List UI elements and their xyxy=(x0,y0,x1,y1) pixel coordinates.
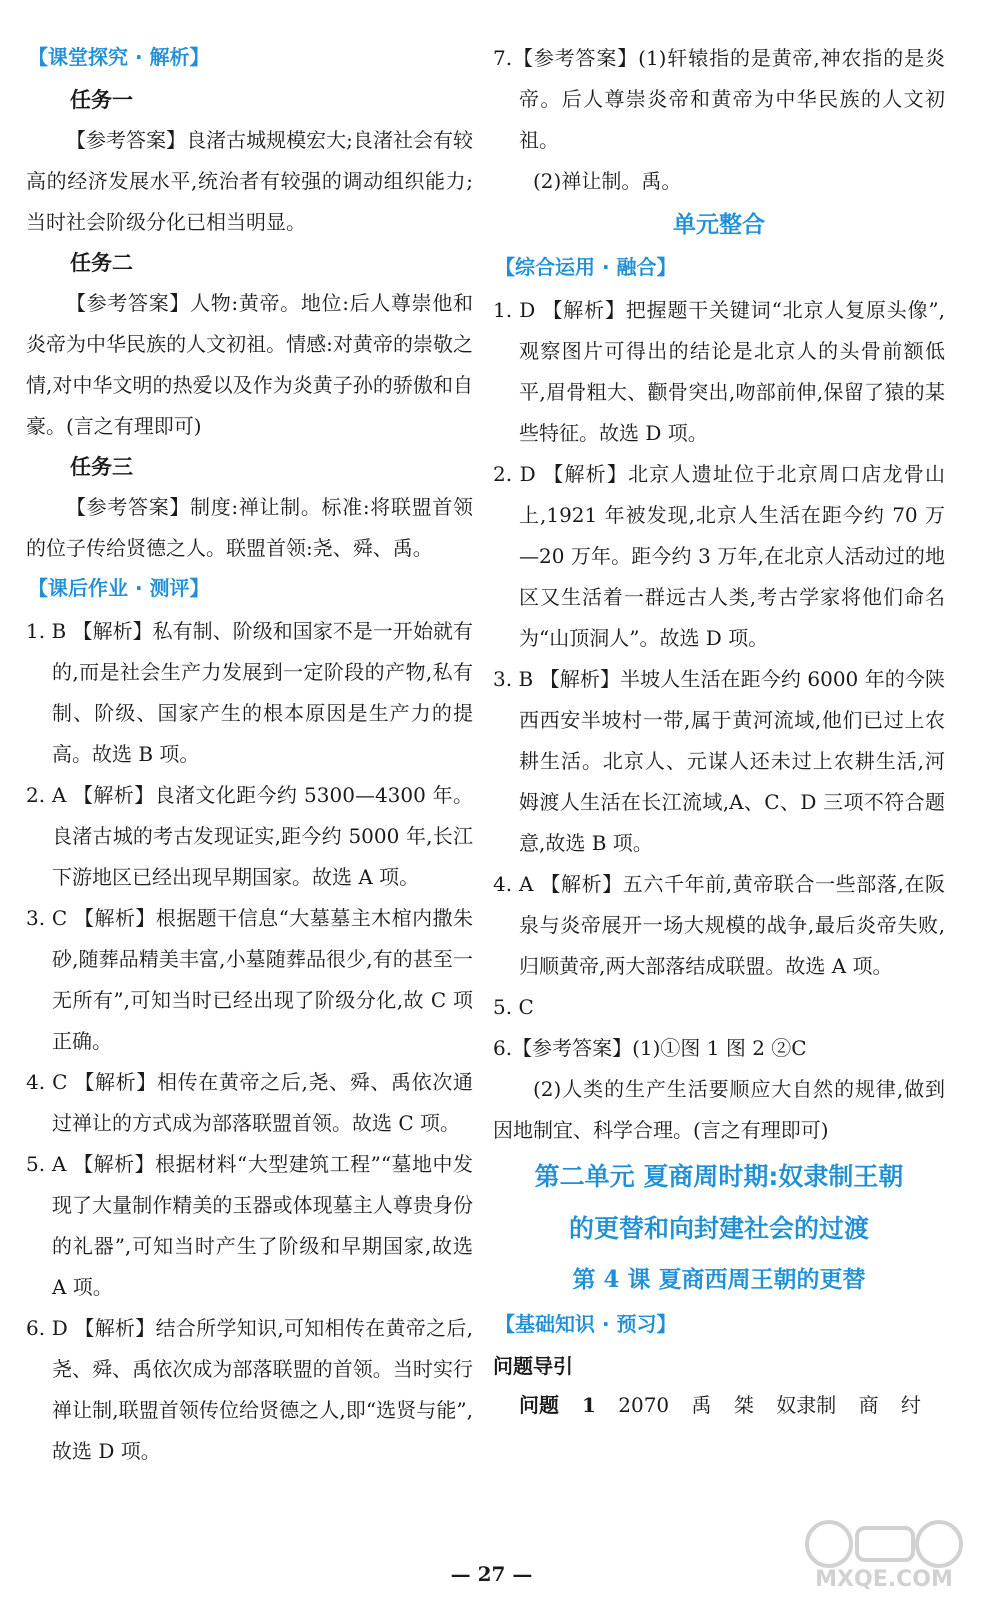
integrated-item-4: 4. A 【解析】五六千年前,黄帝联合一些部落,在阪泉与炎帝展开一场大规模的战争,最后炎帝失败,归顺黄帝,两大部落结成联盟。故选 A 项。 xyxy=(493,872,945,978)
homework-item-3: 3. C 【解析】根据题干信息“大墓墓主木棺内撒朱砂,随葬品精美丰富,小墓随葬品很少,有的甚至一无所有”,可知当时已经出现了阶级分化,故 C 项正确。 xyxy=(26,906,473,1053)
homework-item-5: 5. A 【解析】根据材料“大型建筑工程”“墓地中发现了大量制作精美的玉器或体现墓主人尊贵身份的礼器”,可知当时产生了阶级和早期国家,故选 A 项。 xyxy=(26,1152,473,1299)
integrated-item-6-part2: (2)人类的生产生活要顺应大自然的规律,做到因地制宜、科学合理。(言之有理即可) xyxy=(493,1077,945,1142)
integrated-item-3: 3. B 【解析】半坡人生活在距今约 6000 年的今陕西西安半坡村一带,属于黄河流域,他们已过上农耕生活。北京人、元谋人还未过上农耕生活,河姆渡人生活在长江流域,A、C、D 三项不符合题意,故选 B 项。 xyxy=(493,667,945,855)
task2-title: 任务二 xyxy=(70,250,133,275)
question-guide-title: 问题导引 xyxy=(493,1354,573,1378)
svg-text:MXQE.COM: MXQE.COM xyxy=(815,1567,953,1592)
unit-summary-title: 单元整合 xyxy=(673,212,765,238)
integrated-item-1: 1. D 【解析】把握题干关键词“北京人复原头像”,观察图片可得出的结论是北京人的头骨前额低平,眉骨粗大、颧骨突出,吻部前伸,保留了猿的某些特征。故选 D 项。 xyxy=(493,298,945,445)
page-number: — 27 — xyxy=(450,1562,533,1586)
question-1-line xyxy=(519,1385,945,1425)
lesson-title: 第 4 课 夏商西周王朝的更替 xyxy=(572,1266,866,1293)
integrated-item-2: 2. D 【解析】北京人遗址位于北京周口店龙骨山上,1921 年被发现,北京人生活在距今约 70 万—20 万年。距今约 3 万年,在北京人活动过的地区又生活着一群远古人类,考古学家将他们命名为“山顶洞人”。故选 D 项。 xyxy=(493,462,945,650)
unit2-title-line1: 第二单元 夏商周时期:奴隶制王朝 xyxy=(534,1162,904,1191)
watermark-logo xyxy=(799,1514,969,1594)
section-header-homework: 【课后作业 · 测评】 xyxy=(28,576,210,600)
section-header-integrated: 【综合运用 · 融合】 xyxy=(495,255,677,279)
homework-item-2: 2. A 【解析】良渚文化距今约 5300—4300 年。良渚古城的考古发现证实,距今约 5000 年,长江下游地区已经出现早期国家。故选 A 项。 xyxy=(26,783,473,889)
section-header-basics: 【基础知识 · 预习】 xyxy=(495,1312,677,1336)
left-column xyxy=(26,38,473,1472)
integrated-item-5: 5. C xyxy=(493,995,534,1019)
homework-item-7: 7.【参考答案】(1)轩辕指的是黄帝,神农指的是炎帝。后人尊崇炎帝和黄帝为中华民族的人文初祖。 xyxy=(493,46,945,152)
homework-item-7-part2: (2)禅让制。禹。 xyxy=(533,169,682,193)
question-1-label: 问题 1 xyxy=(519,1393,596,1417)
task3-title: 任务三 xyxy=(70,454,133,479)
task2-answer: 【参考答案】人物:黄帝。地位:后人尊崇他和炎帝为中华民族的人文初祖。情感:对黄帝的崇敬之情,对中华文明的热爱以及作为炎黄子孙的骄傲和自豪。(言之有理即可) xyxy=(26,291,473,438)
homework-item-6: 6. D 【解析】结合所学知识,可知相传在黄帝之后,尧、舜、禹依次成为部落联盟的首领。当时实行禅让制,联盟首领传位给贤德之人,即“选贤与能”,故选 D 项。 xyxy=(26,1316,473,1463)
right-column xyxy=(493,38,945,1425)
task1-answer: 【参考答案】良渚古城规模宏大;良渚社会有较高的经济发展水平,统治者有较强的调动组织能力;当时社会阶级分化已相当明显。 xyxy=(26,128,473,234)
homework-item-4: 4. C 【解析】相传在黄帝之后,尧、舜、禹依次通过禅让的方式成为部落联盟首领。故选 C 项。 xyxy=(26,1070,473,1135)
integrated-item-6: 6.【参考答案】(1)①图 1 图 2 ②C xyxy=(493,1036,807,1060)
task1-title: 任务一 xyxy=(70,87,133,112)
section-header-classroom: 【课堂探究 · 解析】 xyxy=(28,45,210,69)
homework-item-1: 1. B 【解析】私有制、阶级和国家不是一开始就有的,而是社会生产力发展到一定阶段的产物,私有制、阶级、国家产生的根本原因是生产力的提高。故选 B 项。 xyxy=(26,619,473,766)
task3-answer: 【参考答案】制度:禅让制。标准:将联盟首领的位子传给贤德之人。联盟首领:尧、舜、禹。 xyxy=(26,495,473,560)
question-1-answers: 2070 禹 桀 奴隶制 商 纣 xyxy=(618,1393,921,1417)
unit2-title-line2: 的更替和向封建社会的过渡 xyxy=(568,1214,869,1243)
